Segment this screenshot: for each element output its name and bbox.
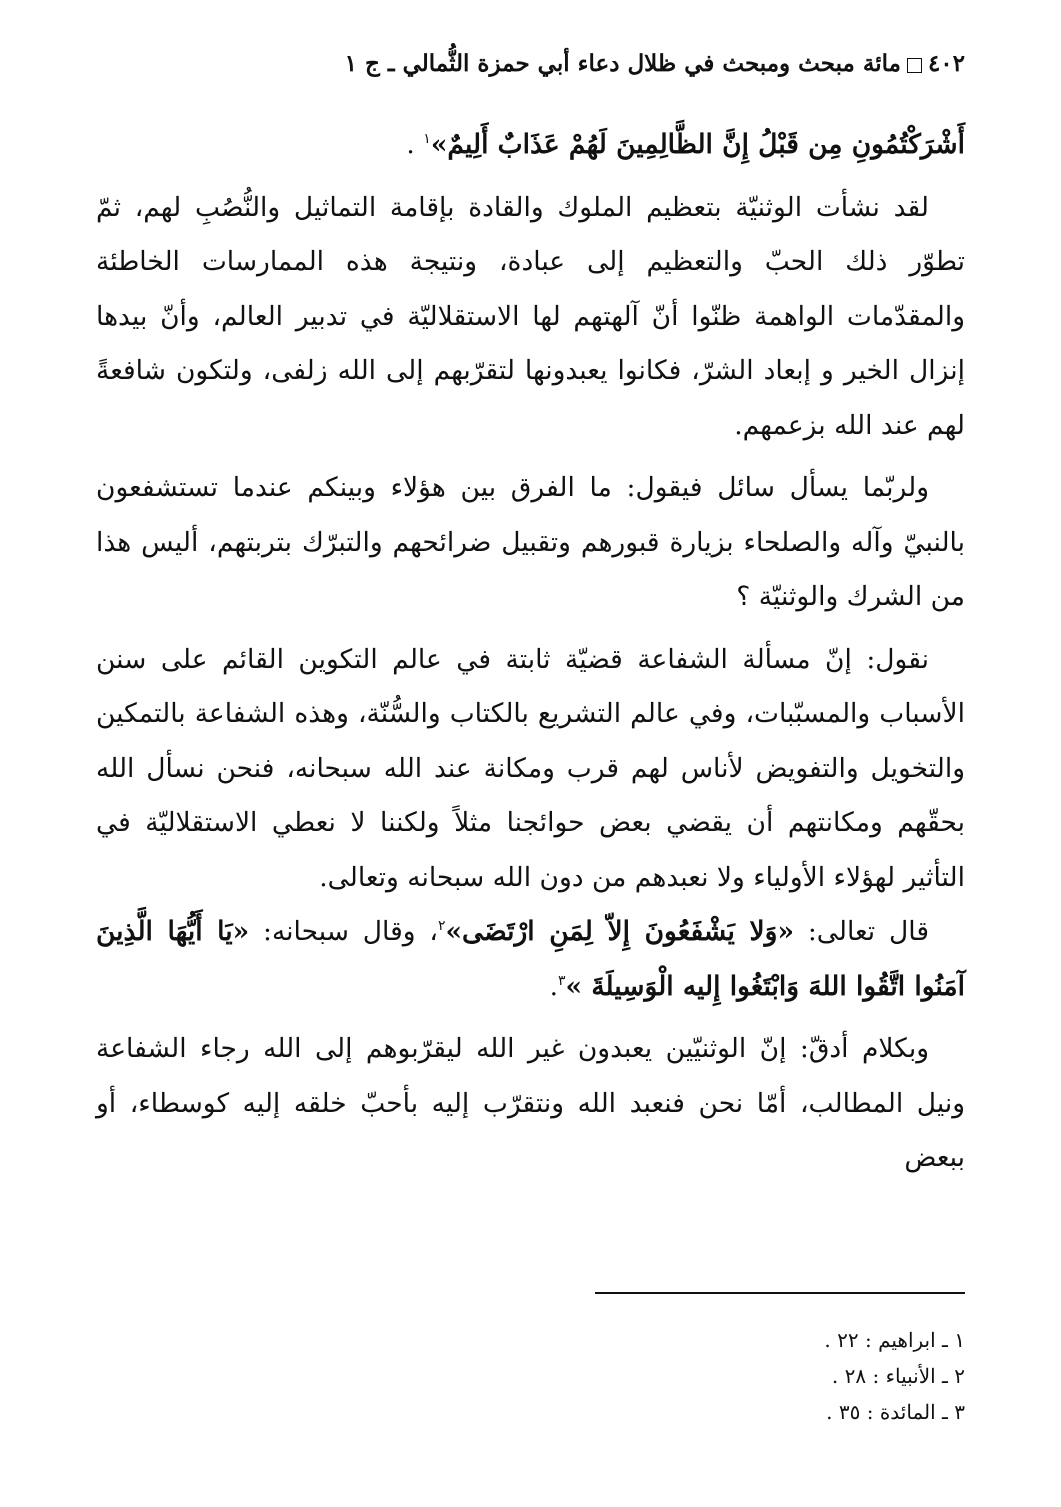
quran-verse: «وَلا يَشْفَعُونَ إِلاّ لِمَنِ ارْتَضَى» xyxy=(445,916,795,947)
paragraph: وبكلام أدقّ: إنّ الوثنيّين يعبدون غير الله ليقرّبوهم إلى الله رجاء الشفاعة ونيل المطالب، أمّا نحن فنعبد الله ونتقرّب إليه بأحبّ خلقه إليه كوسطاء، أو ببعض xyxy=(96,1033,965,1173)
paragraph: نقول: إنّ مسألة الشفاعة قضيّة ثابتة في عالم التكوين القائم على سنن الأسباب والمسبّبات، وفي عالم التشريع بالكتاب والسُّنّة، وهذه الشفاعة بالتمكين والتخويل والتفويض لأناس لهم قرب ومكانة عند الله سبحانه، فنحن نسأل الله بحقّهم ومكانتهم أن يقضي بعض حوائجنا مثلاً ولكننا لا نعطي الاستقلاليّة في التأثير لهؤلاء الأولياء ولا نعبدهم من دون الله سبحانه وتعالى. xyxy=(96,643,965,893)
footnote-divider xyxy=(595,1292,965,1294)
paragraph-with-verses: قال تعالى: «وَلا يَشْفَعُونَ إِلاّ لِمَنِ ارْتَضَى»$^٢$، وقال سبحانه: «يَا أَيُّهَا الَّذِينَ آمَنُوا اتَّقُوا اللهَ وَابْتَغُوا إِليه الْوَسِيلَةَ »$^٣$. xyxy=(96,916,965,1002)
footnote: ١ ـ ابراهيم : ٢٢ . xyxy=(824,1328,965,1352)
page-body xyxy=(96,118,965,1186)
page-number: ٤٠٢ xyxy=(927,50,965,77)
paragraph: ولربّما يسأل سائل فيقول: ما الفرق بين هؤلاء وبينكم عندما تستشفعون بالنبيّ وآله والصلحاء بزيارة قبورهم وتقبيل ضرائحهم والتبرّك بتربتهم، أليس هذا من الشرك والوثنيّة ؟ xyxy=(96,472,965,612)
paragraph: لقد نشأت الوثنيّة بتعظيم الملوك والقادة بإقامة التماثيل والنُّصُبِ لهم، ثمّ تطوّر ذلك الحبّ والتعظيم إلى عبادة، ونتيجة هذه الممارسات الخاطئة والمقدّمات الواهمة ظنّوا أنّ آلهتهم لها الاستقلاليّة في تدبير العالم، وأنّ بيدها إنزال الخير و إبعاد الشرّ، فكانوا يعبدونها لتقرّبهم إلى الله زلفى، ولتكون شافعةً لهم عند الله بزعمهم. xyxy=(96,191,965,441)
footnote-ref: ٢ xyxy=(437,918,446,935)
footnote-ref: ٣ xyxy=(558,972,566,989)
running-header xyxy=(96,48,965,80)
footnotes xyxy=(96,1322,965,1430)
footnote: ٢ ـ الأنبياء : ٢٨ . xyxy=(831,1364,965,1388)
footnote-ref: ١ xyxy=(423,131,431,148)
footnote: ٣ ـ المائدة : ٣٥ . xyxy=(826,1400,965,1424)
quran-verse: أَشْرَكْتُمُونِ مِن قَبْلُ إِنَّ الظَّالِمِينَ لَهُمْ عَذَابٌ أَلِيمٌ» xyxy=(430,129,965,160)
verse-continuation: أَشْرَكْتُمُونِ مِن قَبْلُ إِنَّ الظَّالِمِينَ لَهُمْ عَذَابٌ أَلِيمٌ»$^١$ . xyxy=(406,129,965,160)
quran-verse: «يَا أَيُّهَا الَّذِينَ آمَنُوا اتَّقُوا اللهَ وَابْتَغُوا إِليه الْوَسِيلَةَ » xyxy=(96,916,965,1002)
book-title: مائة مبحث ومبحث في ظلال دعاء أبي حمزة الثُّمالي ـ ج ١ xyxy=(344,50,901,77)
square-separator-icon xyxy=(907,58,922,73)
